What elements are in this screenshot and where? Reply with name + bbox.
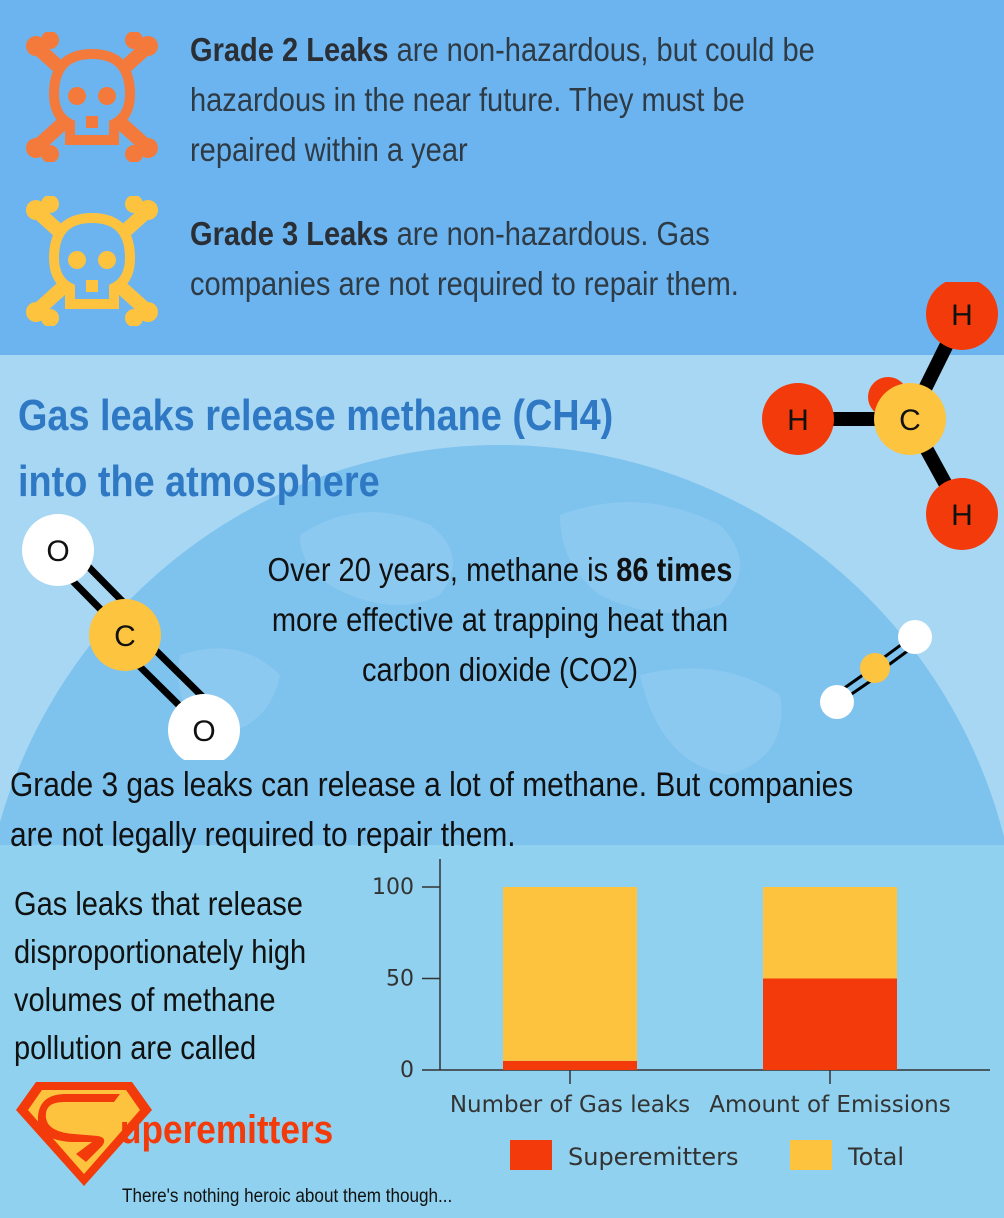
y-tick-label: 100 [372, 875, 414, 900]
h-atom-top: H [951, 299, 973, 332]
grade2-title: Grade 2 Leaks [190, 31, 389, 68]
c-atom-methane: C [899, 404, 921, 437]
legend-swatch-0 [510, 1140, 552, 1170]
skull-crossbones-icon-grade2 [22, 32, 162, 162]
methane-headline: Gas leaks release methane (CH4) into the atmosphere [18, 391, 614, 506]
skull-crossbones-icon-grade3 [22, 196, 162, 326]
bar-superemitters-0 [503, 1061, 637, 1070]
methane-fact: Over 20 years, methane is 86 times more effective at trapping heat than carbon dioxide (CO2) [267, 551, 733, 688]
grade3-repair-note: Grade 3 gas leaks can release a lot of methane. But companies are not legally required to repair them. [10, 766, 854, 854]
superemitters-title: uperemitters [120, 1108, 334, 1152]
tagline: There's nothing heroic about them though... [122, 1186, 453, 1207]
methane-multiplier: 86 times [616, 551, 733, 588]
legend-swatch-1 [790, 1140, 832, 1170]
h-atom-bottom: H [951, 499, 973, 532]
x-tick-label: Number of Gas leaks [449, 1092, 691, 1118]
carbon-dioxide-molecule-icon [20, 510, 250, 760]
c-atom-co2: C [114, 620, 136, 653]
legend-label-1: Total [848, 1143, 905, 1171]
methane-molecule-icon [760, 282, 1004, 552]
superemitter-description: Gas leaks that release disproportionately high volumes of methane pollution are called [14, 885, 307, 1066]
bar-total-0 [503, 887, 637, 1061]
small-molecule-icon [815, 618, 940, 723]
legend-label-0: Superemitters [568, 1143, 739, 1171]
x-tick-label: Amount of Emissions [709, 1092, 951, 1118]
bar-total-1 [763, 887, 897, 979]
y-tick-label: 50 [386, 966, 414, 992]
bar-superemitters-1 [763, 979, 897, 1071]
o-atom-top: O [46, 535, 70, 568]
grade3-title: Grade 3 Leaks [190, 215, 389, 252]
grade3-description: Grade 3 Leaks are non-hazardous. Gas companies are not required to repair them. [190, 215, 739, 302]
superemitter-chart [360, 855, 1000, 1185]
y-tick-label: 0 [400, 1058, 414, 1083]
o-atom-bottom: O [192, 715, 216, 748]
grade2-description: Grade 2 Leaks are non-hazardous, but could be hazardous in the near future. They must be repaired within a year [190, 31, 815, 168]
h-atom-left: H [787, 404, 809, 437]
